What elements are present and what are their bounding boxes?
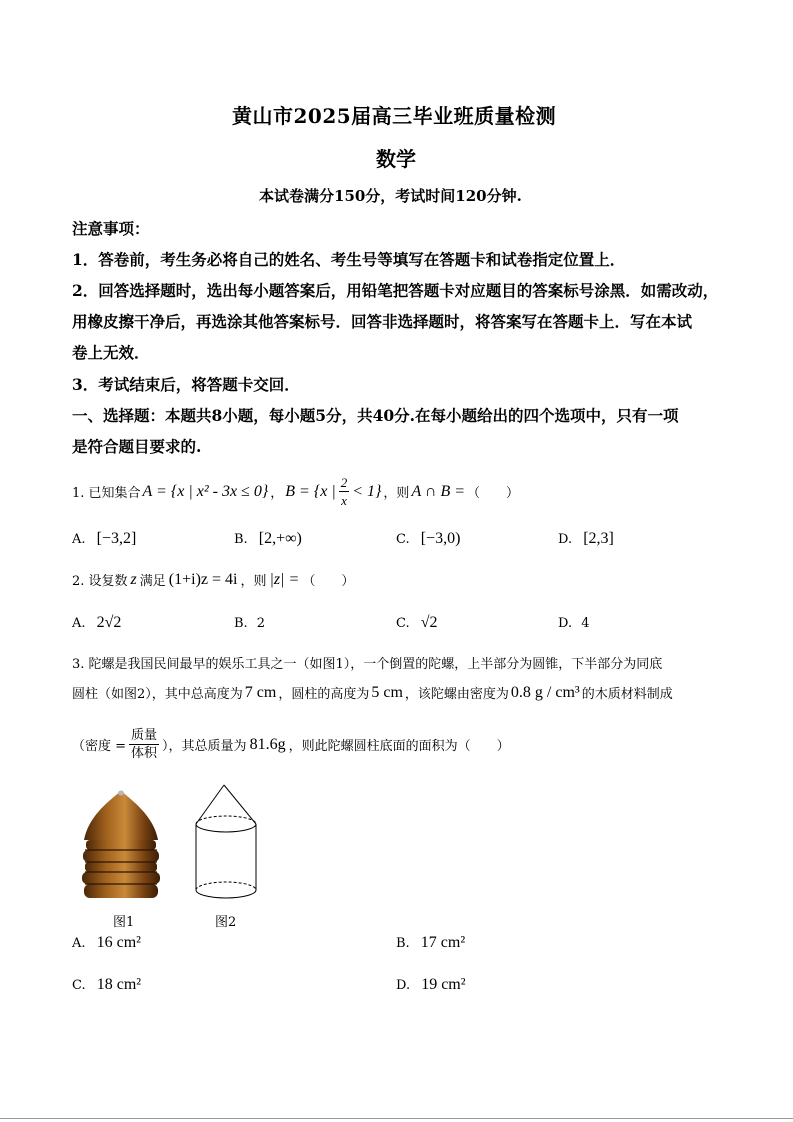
option-label: A. xyxy=(72,616,86,631)
q1-set-b xyxy=(285,474,381,509)
section-1-line-1: 一、选择题：本题共8小题，每小题5分，共40分.在每小题给出的四个选项中，只有一项 xyxy=(72,406,679,425)
option-value: 2√2 xyxy=(96,614,122,631)
q2-option-b[interactable] xyxy=(234,612,265,631)
q3-cylinder-height: 5 cm xyxy=(371,683,403,701)
subject-title: 数学 xyxy=(376,147,416,171)
option-value: [2,3] xyxy=(583,530,614,547)
q2-then: ，则 xyxy=(240,574,267,589)
option-value: 16 cm² xyxy=(96,934,141,951)
q3-density: 0.8 g / cm³ xyxy=(510,683,580,701)
q3-text-g: ，则此陀螺圆柱底面的面积为（ ） xyxy=(288,739,510,754)
q2-option-c[interactable] xyxy=(396,612,438,632)
q3-text-c: ，该陀螺由密度为 xyxy=(404,687,509,702)
q1-set-a: A = {x | x² - 3x ≤ 0} xyxy=(142,482,269,500)
q3-text-d: 的木质材料制成 xyxy=(581,687,673,702)
q1-frac-num: 2 xyxy=(340,475,348,490)
q1-tail: ，则 xyxy=(383,486,410,501)
option-label: C. xyxy=(396,616,410,631)
q1-set-b-fraction xyxy=(339,474,350,509)
note-2-line-2: 用橡皮擦干净后，再选涂其他答案标号．回答非选择题时，将答案写在答题卡上．写在本试 xyxy=(72,312,693,331)
q2-option-a[interactable] xyxy=(72,612,121,632)
q3-line-2 xyxy=(72,683,673,702)
option-value: 2 xyxy=(256,616,266,631)
q2-variable: z xyxy=(130,570,137,588)
q1-answer-paren: （ ） xyxy=(467,486,520,501)
question-2 xyxy=(72,570,354,589)
q3-text-a: 圆柱（如图2），其中总高度为 xyxy=(72,687,243,702)
q2-abs: |z| = xyxy=(269,570,300,588)
option-label: D. xyxy=(558,532,573,547)
q1-option-c[interactable] xyxy=(396,528,460,548)
figure-2-caption: 图2 xyxy=(215,915,237,930)
q3-line-1: 3. 陀螺是我国民间最早的娱乐工具之一（如图1），一个倒置的陀螺，上半部分为圆锥，下半部分为同底 xyxy=(72,657,663,672)
cone-cylinder-diagram xyxy=(186,782,266,910)
q3-text-b: ，圆柱的高度为 xyxy=(278,687,370,702)
note-2-line-1: 2．回答选择题时，选出每小题答案后，用铅笔把答题卡对应题目的答案标号涂黑．如需改动， xyxy=(72,281,719,300)
q1-option-a[interactable] xyxy=(72,528,136,548)
option-value: 17 cm² xyxy=(420,934,466,951)
q2-prefix: 2. 设复数 xyxy=(72,574,128,589)
q3-option-b[interactable] xyxy=(396,932,465,952)
q3-density-fraction xyxy=(129,727,159,762)
q3-option-a[interactable] xyxy=(72,932,141,952)
option-value: [−3,0) xyxy=(420,530,461,547)
option-label: B. xyxy=(234,532,248,547)
q3-frac-num: 质量 xyxy=(131,728,158,743)
note-1: 1．答卷前，考生务必将自己的姓名、考生号等填写在答题卡和试卷指定位置上． xyxy=(72,250,626,269)
q1-prefix: 1. 已知集合 xyxy=(72,486,141,501)
option-label: C. xyxy=(72,978,86,993)
notes-heading: 注意事项： xyxy=(72,219,150,238)
q3-total-height: 7 cm xyxy=(244,683,277,701)
page-bottom-divider xyxy=(0,1118,793,1119)
q3-text-f: ），其总质量为 xyxy=(162,739,247,754)
figure-1-caption: 图1 xyxy=(113,915,135,930)
q1-comma: ， xyxy=(270,486,284,501)
spinning-top-photo xyxy=(76,788,166,906)
section-1-line-2: 是符合题目要求的. xyxy=(72,437,202,456)
exam-info: 本试卷满分150分，考试时间120分钟. xyxy=(259,187,522,205)
option-label: B. xyxy=(234,616,248,631)
option-value: 18 cm² xyxy=(96,976,142,993)
q1-expression: A ∩ B = xyxy=(411,482,466,500)
q1-option-d[interactable] xyxy=(558,528,614,548)
note-2-line-3: 卷上无效． xyxy=(72,343,150,362)
q1-frac-den: x xyxy=(341,493,347,508)
option-value: 4 xyxy=(581,616,590,631)
q3-line-3 xyxy=(72,727,510,762)
q2-option-d[interactable] xyxy=(558,612,589,631)
q3-mass: 81.6g xyxy=(249,735,286,753)
option-label: B. xyxy=(396,936,410,951)
option-value: [−3,2] xyxy=(96,530,137,547)
q2-mid: 满足 xyxy=(139,574,166,589)
option-value: √2 xyxy=(420,614,438,631)
q3-option-d[interactable] xyxy=(396,974,466,994)
q2-equation: (1+i)z = 4i xyxy=(168,570,238,588)
option-label: A. xyxy=(72,532,86,547)
exam-title: 黄山市2025届高三毕业班质量检测 xyxy=(232,104,557,128)
option-label: A. xyxy=(72,936,86,951)
q1-set-b-pre: B = {x | xyxy=(285,482,336,500)
question-1 xyxy=(72,474,519,509)
q1-set-b-post: < 1} xyxy=(352,482,382,500)
option-label: D. xyxy=(558,616,573,631)
note-3: 3．考试结束后，将答题卡交回． xyxy=(72,375,300,394)
q3-frac-den: 体积 xyxy=(131,746,158,761)
q2-answer-paren: （ ） xyxy=(302,574,355,589)
option-value: [2,+∞) xyxy=(258,530,302,547)
q1-option-b[interactable] xyxy=(234,528,302,548)
option-label: C. xyxy=(396,532,410,547)
q3-option-c[interactable] xyxy=(72,974,141,994)
q3-text-e: （密度 = xyxy=(72,739,127,754)
option-label: D. xyxy=(396,978,411,993)
option-value: 19 cm² xyxy=(421,976,466,993)
